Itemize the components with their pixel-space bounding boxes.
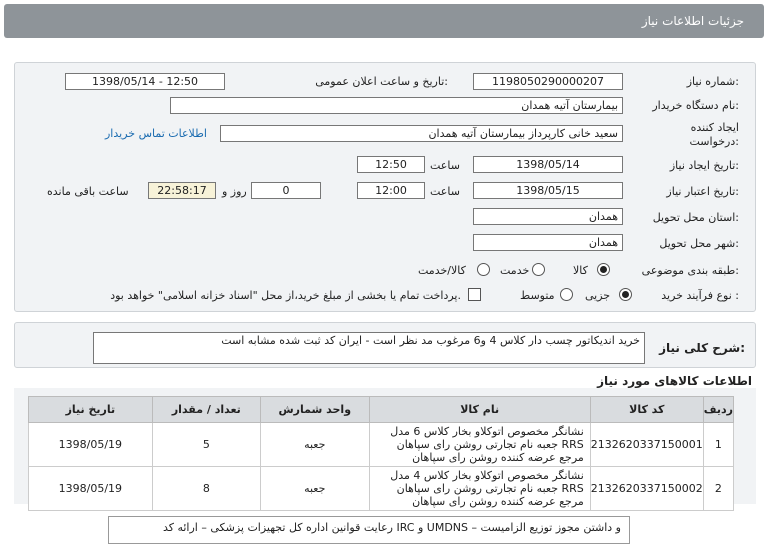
days-label: روز و (222, 185, 247, 198)
col-unit: واحد شمارش (260, 397, 369, 423)
buyer-notes-text: رعایت قوانین اداره کل تجهیزات پزشکی – ارائه کد IRC و UMDNS – و داشتن مجوز توزیع الزامیست (162, 521, 621, 534)
table-row[interactable] (29, 423, 734, 467)
description-panel (14, 322, 756, 368)
buyer-field[interactable]: بیمارستان آتیه همدان (170, 97, 623, 114)
goods-section-title: اطلاعات کالاهای مورد نیاز (597, 374, 752, 388)
description-label: شرح کلی نیاز: (659, 341, 745, 355)
row-qty: 8 (152, 467, 260, 511)
remaining-time-field: 22:58:17 (148, 182, 216, 199)
row-code: 2132620337150002 (590, 467, 703, 511)
row-name: نشانگر مخصوص اتوکلاو بخار کلاس 6 مدل RRS جعبه نام تجارتی روشن رای سپاهان مرجع عرضه کننده روشن رای سپاهان (369, 423, 590, 467)
buyer-notes-field[interactable] (108, 516, 630, 544)
category-both-label: کالا/خدمت (418, 264, 466, 277)
col-index: ردیف (703, 397, 733, 423)
row-date: 1398/05/19 (29, 423, 153, 467)
col-name: نام کالا (369, 397, 590, 423)
page-header (4, 4, 764, 38)
row-unit: جعبه (260, 467, 369, 511)
treasury-payment-checkbox[interactable] (468, 288, 481, 301)
process-medium-label: متوسط (520, 289, 555, 302)
treasury-payment-label: پرداخت تمام یا بخشی از مبلغ خرید،از محل "اسناد خزانه اسلامی" خواهد بود. (110, 289, 461, 302)
announce-field[interactable]: 1398/05/14 - 12:50 (65, 73, 225, 90)
city-label: شهر محل تحویل: (659, 237, 739, 250)
city-field[interactable]: همدان (473, 234, 623, 251)
col-date: تاریخ نیاز (29, 397, 153, 423)
table-row[interactable] (29, 467, 734, 511)
valid-time-field[interactable]: 12:00 (357, 182, 425, 199)
announce-label: تاریخ و ساعت اعلان عمومی: (315, 75, 448, 88)
process-minor-label: جزیی (585, 289, 611, 302)
page-header-title: جزئیات اطلاعات نیاز (641, 14, 744, 28)
need-number-label: شماره نیاز: (686, 75, 739, 88)
goods-table (28, 396, 734, 511)
goods-table-header (29, 397, 734, 423)
process-minor-radio[interactable] (619, 288, 632, 301)
valid-date-field[interactable]: 1398/05/15 (473, 182, 623, 199)
row-qty: 5 (152, 423, 260, 467)
category-goods-label: کالا (573, 264, 588, 277)
process-medium-radio[interactable] (560, 288, 573, 301)
need-info-panel (14, 62, 756, 312)
col-code: کد کالا (590, 397, 703, 423)
col-qty: تعداد / مقدار (152, 397, 260, 423)
create-time-label: ساعت (430, 159, 460, 172)
create-date-label: تاریخ ایجاد نیاز: (669, 159, 739, 172)
valid-date-label: تاریخ اعتبار نیاز: (666, 185, 739, 198)
row-name: نشانگر مخصوص اتوکلاو بخار کلاس 4 مدل RRS جعبه نام تجارتی روشن رای سپاهان مرجع عرضه کننده روشن رای سپاهان (369, 467, 590, 511)
category-goods-radio[interactable] (597, 263, 610, 276)
row-index: 1 (703, 423, 733, 467)
category-service-label: خدمت (500, 264, 530, 277)
description-field[interactable]: خرید اندیکاتور چسب دار کلاس 4 و6 مرغوب مد نظر است - ایران کد ثبت شده مشابه است (93, 332, 645, 364)
row-code: 2132620337150001 (590, 423, 703, 467)
need-number-field[interactable]: 1198050290000207 (473, 73, 623, 90)
create-time-field[interactable]: 12:50 (357, 156, 425, 173)
creator-label: ایجاد کننده درخواست: (689, 121, 739, 148)
category-service-radio[interactable] (532, 263, 545, 276)
valid-time-label: ساعت (430, 185, 460, 198)
remaining-label: ساعت باقی مانده (47, 185, 129, 198)
create-date-field[interactable]: 1398/05/14 (473, 156, 623, 173)
days-field[interactable]: 0 (251, 182, 321, 199)
row-date: 1398/05/19 (29, 467, 153, 511)
process-label: نوع فرآیند خرید : (661, 289, 739, 302)
row-index: 2 (703, 467, 733, 511)
row-unit: جعبه (260, 423, 369, 467)
buyer-label: نام دستگاه خریدار: (652, 99, 739, 112)
province-label: استان محل تحویل: (652, 211, 739, 224)
creator-field[interactable]: سعید خانی کارپرداز بیمارستان آتیه همدان (220, 125, 623, 142)
category-label: طبقه بندی موضوعی: (641, 264, 739, 277)
province-field[interactable]: همدان (473, 208, 623, 225)
contact-info-link[interactable]: اطلاعات تماس خریدار (105, 127, 207, 140)
category-both-radio[interactable] (477, 263, 490, 276)
